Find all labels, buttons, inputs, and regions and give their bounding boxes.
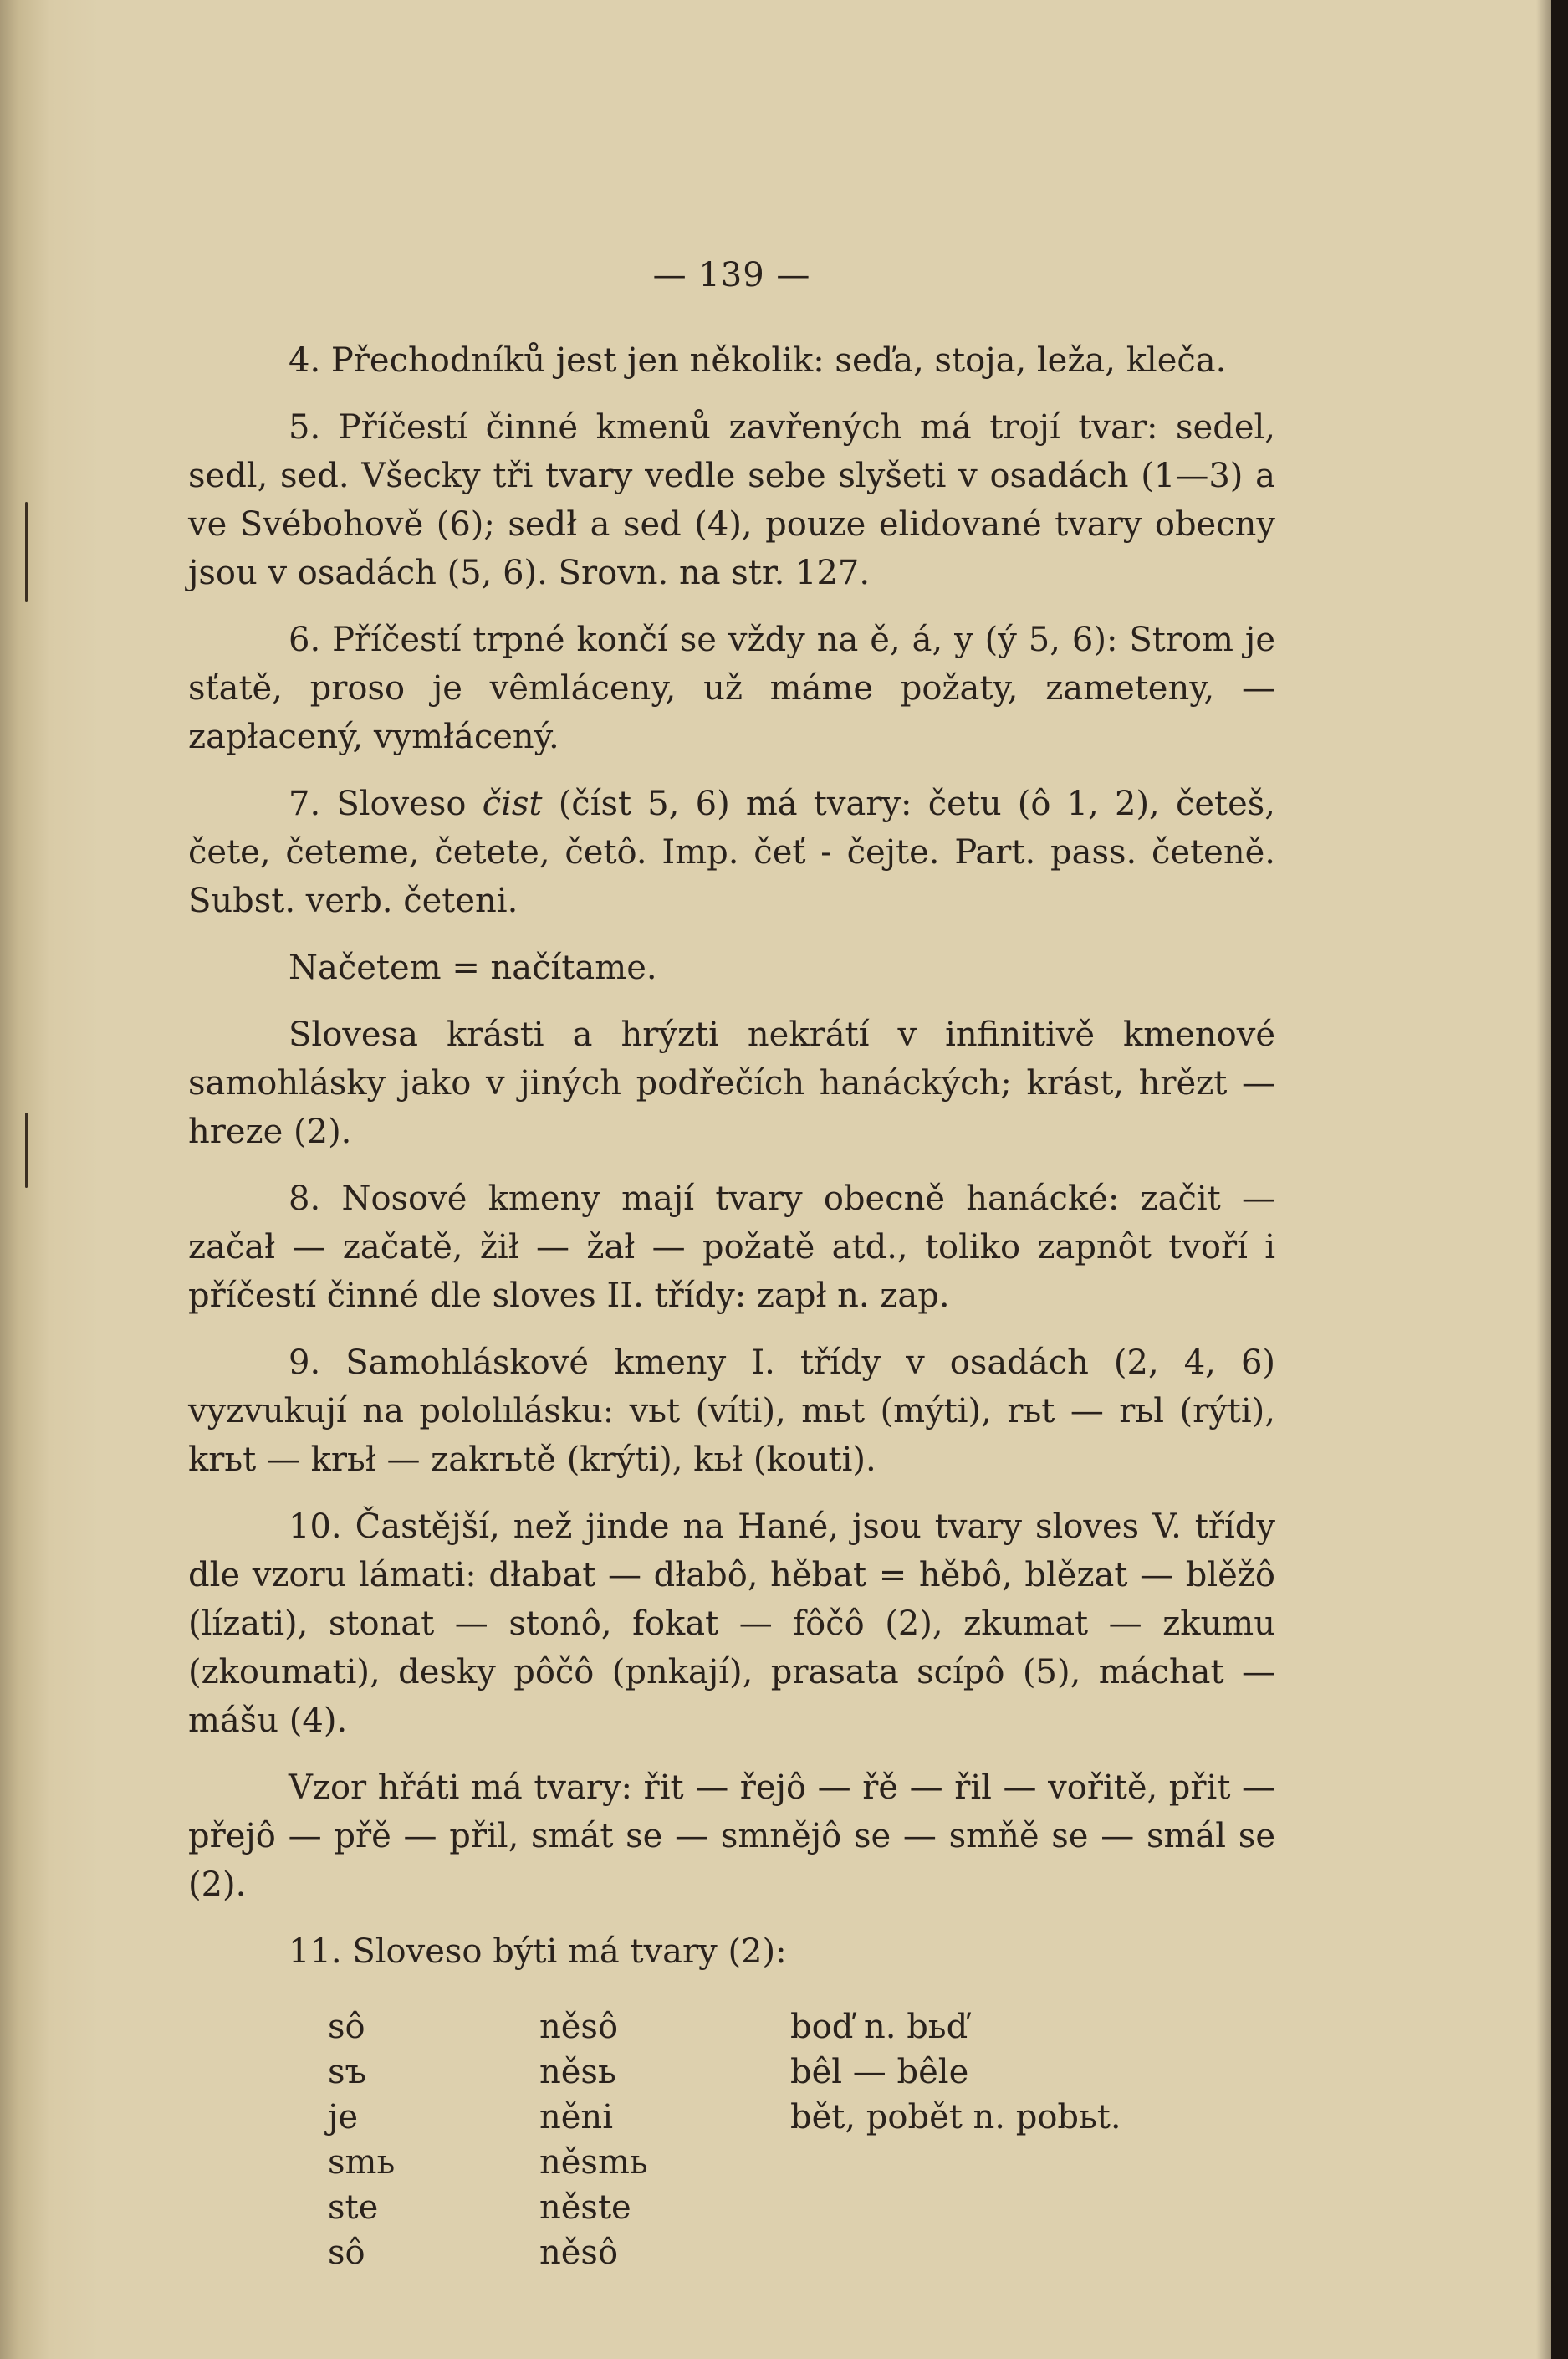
page-number: — 139 — — [652, 256, 811, 294]
forms-column-3 — [790, 2004, 1121, 2140]
form-item: sô — [328, 2008, 365, 2046]
form-item: něni — [539, 2098, 613, 2136]
form-item: něsь — [539, 2053, 616, 2091]
forms-column-2 — [539, 2004, 648, 2275]
paragraph-9: 9. Samohláskové kmeny I. třídy v osadách (2, 4, 6) vyzvukují na pololılásku: vьt (víti), mьt (mýti), rьt — rьl (rýti), krьt — krьł — zakrьtě (krýti), kьł (kouti). — [188, 1343, 1275, 1479]
form-item: něsô — [539, 2008, 619, 2046]
paragraph-7: 7. Sloveso čist (číst 5, 6) má tvary: četu (ô 1, 2), četeš, čete, četeme, četete, četô. Imp. čeť - čejte. Part. pass. četeně. Subst. verb. četeni. — [188, 785, 1276, 920]
form-item: něste — [539, 2188, 631, 2227]
paragraph-11: 11. Sloveso býti má tvary (2): — [289, 1932, 787, 1971]
paragraph-5: 5. Příčestí činné kmenů zavřených má trojí tvar: sedel, sedl, sed. Všecky tři tvary vedle sebe slyšeti v osadách (1—3) a ve Svébohově (6); sedł a sed (4), pouze elidované tvary obecny jsou v osadách (5, 6). Srovn. na str. 127. — [188, 408, 1275, 592]
paragraph-6: 6. Příčestí trpné končí se vždy na ě, á, y (ý 5, 6): Strom je sťatě, proso je vêmláceny, už máme požaty, zameteny, — zapłacený, vymłácený. — [188, 621, 1275, 756]
paragraph-nacetem: Načetem = načítame. — [289, 949, 657, 987]
form-item: boď n. bьď — [790, 2008, 968, 2046]
form-item: sô — [328, 2234, 365, 2272]
form-item: něsô — [539, 2234, 619, 2272]
paragraph-4: 4. Přechodníků jest jen několik: seďa, stoja, leža, kleča. — [289, 341, 1227, 380]
spine-shadow — [25, 502, 28, 602]
verb-forms-table — [188, 2004, 1275, 2289]
form-item: je — [328, 2098, 359, 2136]
paragraph-8: 8. Nosové kmeny mají tvary obecně hanácké: začit — začał — začatě, žił — žał — požatě atd., toliko zapnôt tvoří i příčestí činné dle sloves II. třídy: zapł n. zap. — [188, 1180, 1275, 1315]
italic-word: čist — [482, 785, 543, 823]
paragraph-slovesa: Slovesa krásti a hrýzti nekrátí v infinitivě kmenové samohlásky jako v jiných podřečích hanáckých; krást, hrězt — hreze (2). — [188, 1016, 1275, 1151]
paragraph-10: 10. Častější, než jinde na Hané, jsou tvary sloves V. třídy dle vzoru lámati: dłabat — dłabô, hěbat = hěbô, blězat — blěžô (lízati), stonat — stonô, fokat — fôčô (2), zkumat — zkumu (zkoumati), desky pôčô (pnkají), prasata scípô (5), máchat — mášu (4). — [188, 1507, 1275, 1740]
form-item: sъ — [328, 2053, 366, 2091]
form-item: něsmь — [539, 2143, 648, 2182]
paragraph-vzor: Vzor hřáti má tvary: řit — řejô — řě — řil — vořitě, přit — přejô — přě — přil, smát se — smnějô se — smňě se — smál se (2). — [188, 1768, 1275, 1904]
form-item: bêl — bêle — [790, 2053, 969, 2091]
form-item: smь — [328, 2143, 396, 2182]
spine-shadow — [25, 1113, 28, 1188]
forms-column-1 — [328, 2004, 395, 2275]
form-item: ste — [328, 2188, 379, 2227]
form-item: bět, pobět n. pobьt. — [790, 2098, 1121, 2136]
page-text — [188, 251, 1275, 2289]
